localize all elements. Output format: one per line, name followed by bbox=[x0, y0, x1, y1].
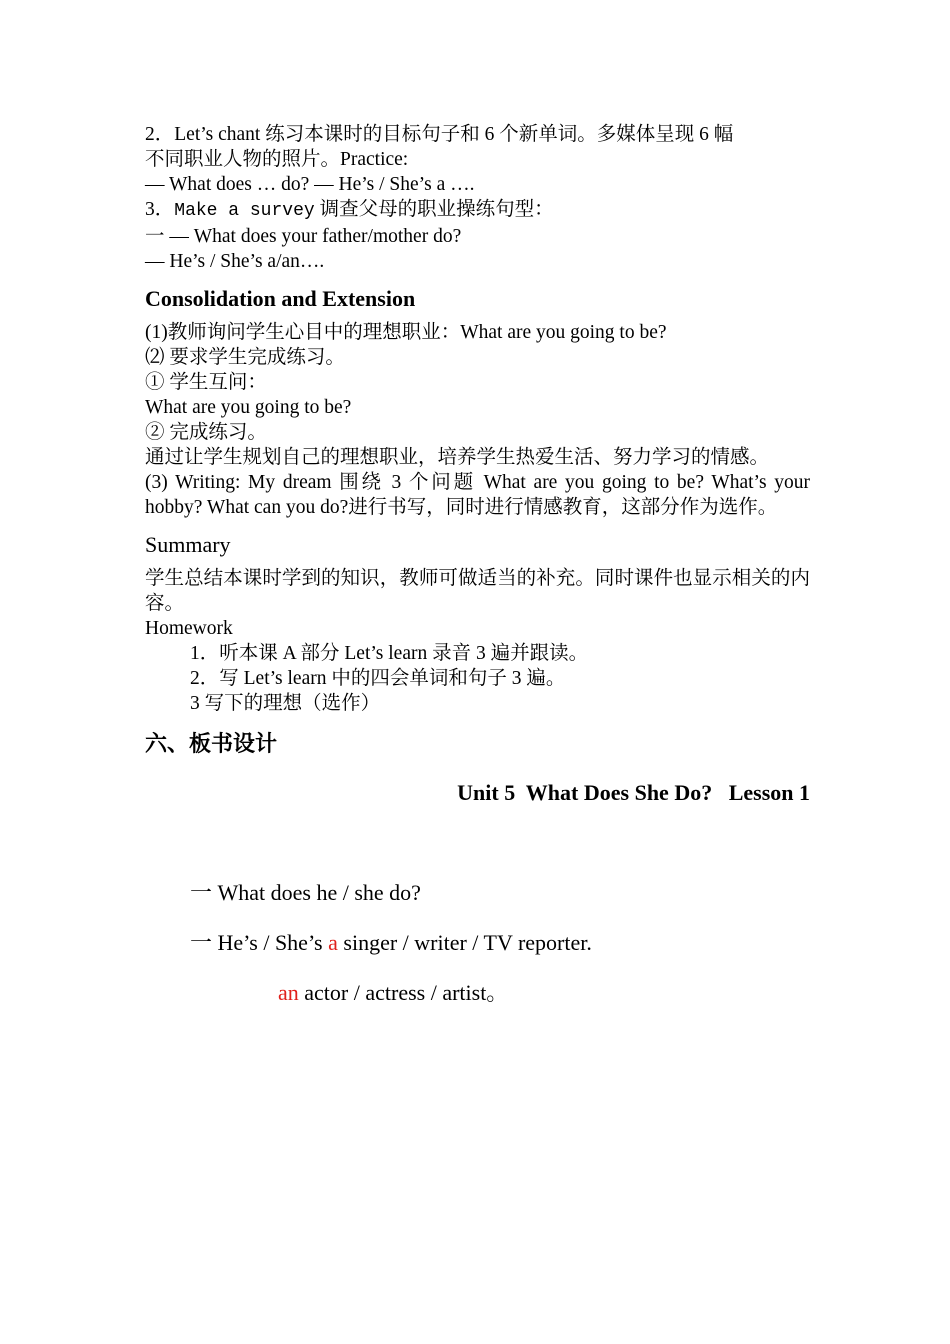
homework-item-1: 1．听本课 A 部分 Let’s learn 录音 3 遍并跟读。 bbox=[190, 643, 589, 664]
homework-item-2: 2．写 Let’s learn 中的四会单词和句子 3 遍。 bbox=[190, 668, 566, 689]
survey-english: Make a survey bbox=[174, 201, 315, 221]
summary-heading: Summary bbox=[145, 532, 231, 557]
consolidation-goal: 通过让学生规划自己的理想职业，培养学生热爱生活、努力学习的情感。 bbox=[145, 447, 770, 468]
homework-item-3: 3 写下的理想（选作） bbox=[190, 693, 381, 714]
consolidation-heading: Consolidation and Extension bbox=[145, 286, 416, 311]
board-answer-an bbox=[145, 978, 810, 1008]
consolidation-sub-1-question: What are you going to be? bbox=[145, 397, 352, 418]
survey-number: 3． bbox=[145, 199, 175, 220]
board-answer bbox=[145, 928, 810, 958]
board-article-a: a bbox=[328, 930, 338, 955]
survey-question: 一 — What does your father/mother do? bbox=[145, 226, 462, 247]
summary-text: 学生总结本课时学到的知识，教师可做适当的补充。同时课件也显示相关的内容。 bbox=[145, 568, 810, 614]
consolidation-item-3: (3) Writing: My dream 围绕 3 个问题 What are you going to be? What’s your hobby? What can you do?进行书写，同时进行情感教育，这部分作为选作。 bbox=[145, 472, 810, 518]
board-answer-an-jobs: actor / actress / artist。 bbox=[298, 980, 509, 1005]
survey-chinese: 调查父母的职业操练句型： bbox=[314, 199, 554, 220]
board-title: Unit 5 What Does She Do? Lesson 1 bbox=[457, 780, 810, 805]
consolidation-sub-1: ① 学生互问： bbox=[145, 372, 267, 393]
chant-line-1: 2．Let’s chant 练习本课时的目标句子和 6 个新单词。多媒体呈现 6 幅 bbox=[145, 124, 734, 145]
document-page bbox=[145, 122, 810, 1008]
homework-label: Homework bbox=[145, 618, 233, 639]
consolidation-item-2: ⑵ 要求学生完成练习。 bbox=[145, 347, 345, 368]
chant-line-2: 不同职业人物的照片。Practice: bbox=[145, 149, 409, 170]
board-question: 一 What does he / she do? bbox=[190, 880, 421, 905]
survey-line bbox=[145, 197, 810, 224]
board-article-an: an bbox=[278, 980, 299, 1005]
consolidation-item-1: (1)教师询问学生心目中的理想职业：What are you going to be? bbox=[145, 322, 667, 343]
board-answer-prefix: 一 He’s / She’s bbox=[190, 930, 329, 955]
board-design-heading: 六、板书设计 bbox=[145, 732, 278, 757]
chant-dialog: — What does … do? — He’s / She’s a …. bbox=[145, 174, 475, 195]
board-answer-jobs: singer / writer / TV reporter. bbox=[337, 930, 592, 955]
survey-answer: — He’s / She’s a/an…. bbox=[145, 251, 325, 272]
consolidation-sub-2: ② 完成练习。 bbox=[145, 422, 267, 443]
